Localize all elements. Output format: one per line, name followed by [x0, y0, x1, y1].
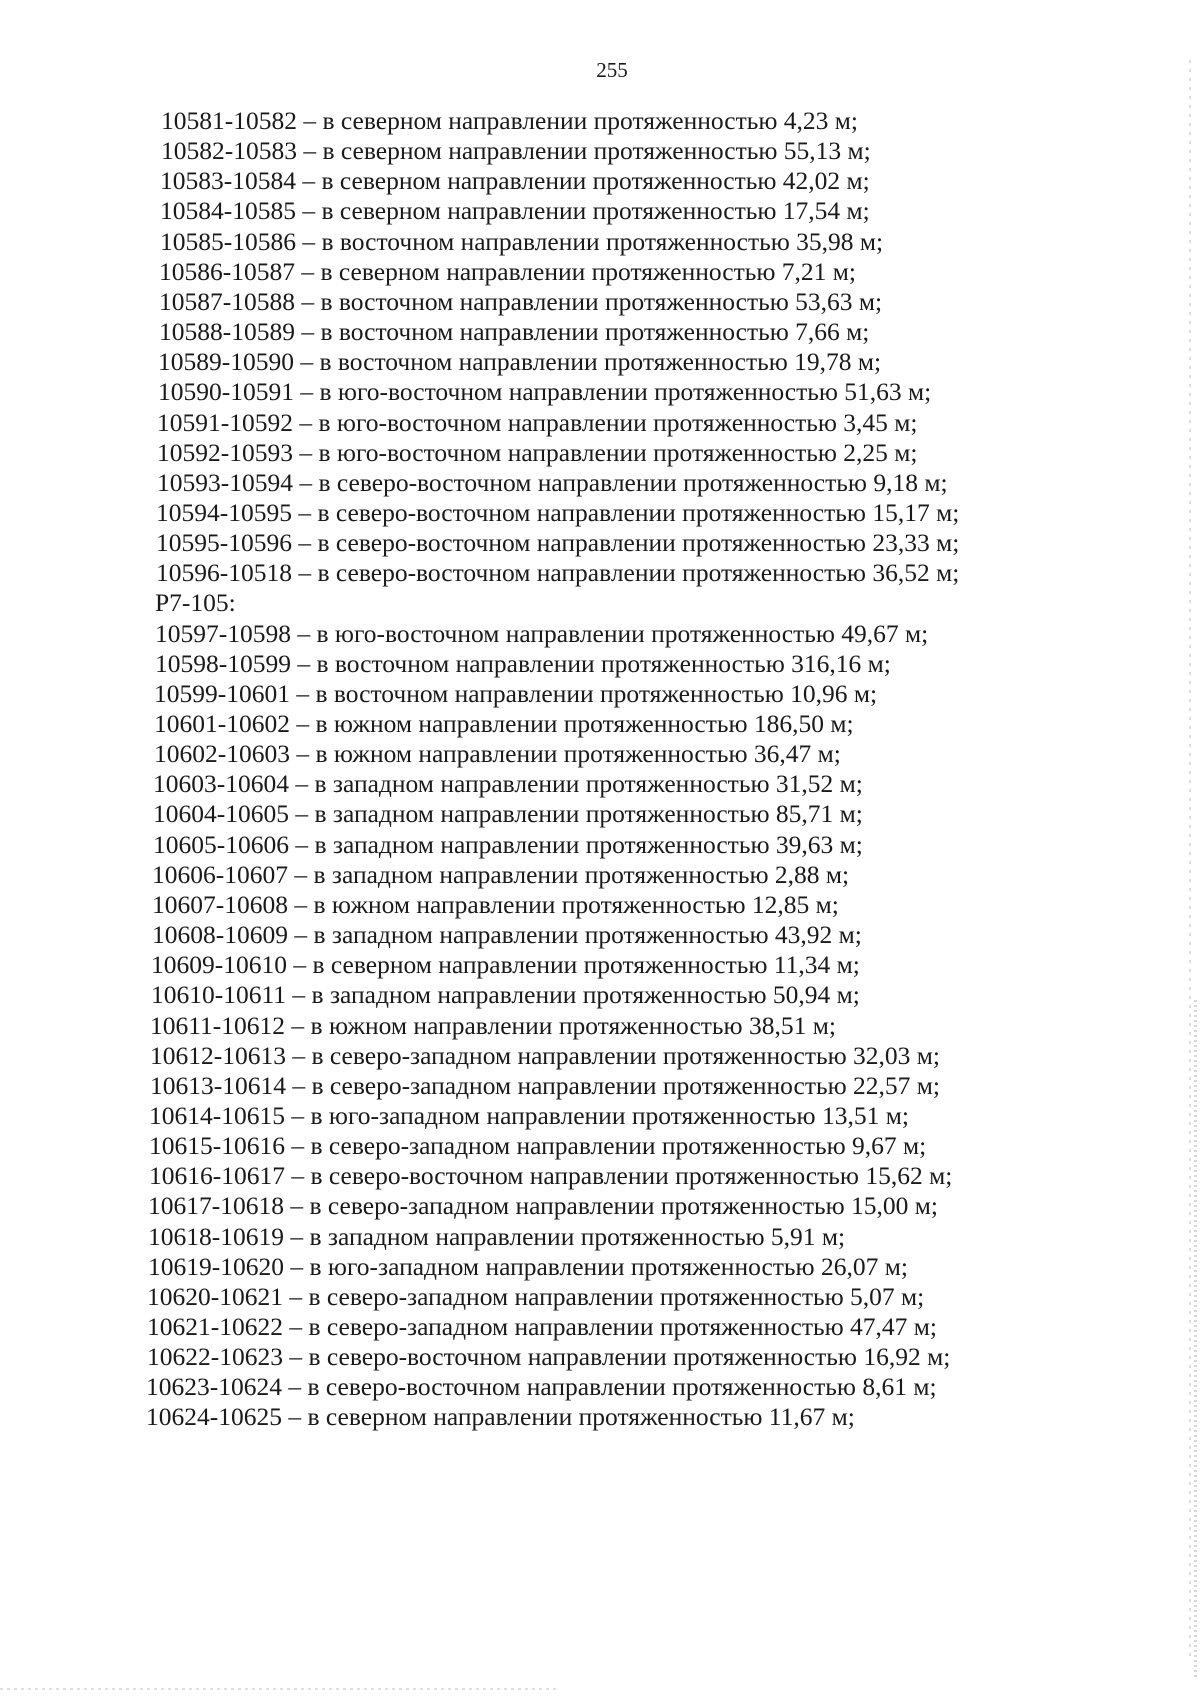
segment-line: 10620-10621 – в северо-западном направлении протяженностью 5,07 м;: [147, 1282, 925, 1311]
segment-line: 10607-10608 – в южном направлении протяженностью 12,85 м;: [152, 890, 839, 919]
segment-line: 10584-10585 – в северном направлении протяженностью 17,54 м;: [160, 196, 870, 225]
segment-line: 10592-10593 – в юго-восточном направлении протяженностью 2,25 м;: [157, 438, 918, 467]
segment-line: 10595-10596 – в северо-восточном направлении протяженностью 23,33 м;: [156, 528, 960, 557]
segment-line: 10587-10588 – в восточном направлении протяженностью 53,63 м;: [159, 287, 883, 316]
segment-line: 10606-10607 – в западном направлении протяженностью 2,88 м;: [152, 860, 850, 889]
segment-line: 10598-10599 – в восточном направлении протяженностью 316,16 м;: [155, 649, 891, 678]
segment-line: 10611-10612 – в южном направлении протяженностью 38,51 м;: [150, 1011, 836, 1040]
segment-line: 10619-10620 – в юго-западном направлении протяженностью 26,07 м;: [148, 1252, 908, 1281]
segment-line: 10599-10601 – в восточном направлении протяженностью 10,96 м;: [154, 679, 878, 708]
segment-line: 10593-10594 – в северо-восточном направлении протяженностью 9,18 м;: [157, 468, 948, 497]
segment-line: 10597-10598 – в юго-восточном направлении протяженностью 49,67 м;: [155, 619, 929, 648]
segment-line: 10612-10613 – в северо-западном направлении протяженностью 32,03 м;: [150, 1041, 940, 1070]
segment-line: 10622-10623 – в северо-восточном направлении протяженностью 16,92 м;: [147, 1342, 951, 1371]
segment-line: Р7-105:: [155, 588, 236, 617]
segment-line: 10585-10586 – в восточном направлении протяженностью 35,98 м;: [160, 227, 884, 256]
segment-line: 10601-10602 – в южном направлении протяженностью 186,50 м;: [154, 709, 854, 738]
segment-line: 10613-10614 – в северо-западном направлении протяженностью 22,57 м;: [150, 1071, 940, 1100]
segment-line: 10589-10590 – в восточном направлении протяженностью 19,78 м;: [158, 347, 882, 376]
scan-bottom-artifact: [0, 1688, 560, 1690]
segment-line: 10624-10625 – в северном направлении протяженностью 11,67 м;: [146, 1402, 855, 1431]
segment-line: 10582-10583 – в северном направлении протяженностью 55,13 м;: [161, 136, 871, 165]
segment-line: 10596-10518 – в северо-восточном направлении протяженностью 36,52 м;: [156, 558, 960, 587]
segment-line: 10602-10603 – в южном направлении протяженностью 36,47 м;: [154, 739, 841, 768]
segment-line: 10618-10619 – в западном направлении протяженностью 5,91 м;: [148, 1222, 846, 1251]
segment-line: 10623-10624 – в северо-восточном направлении протяженностью 8,61 м;: [146, 1372, 937, 1401]
page-number: 255: [596, 58, 628, 82]
segment-line: 10594-10595 – в северо-восточном направлении протяженностью 15,17 м;: [156, 498, 960, 527]
segment-line: 10610-10611 – в западном направлении протяженностью 50,94 м;: [151, 980, 860, 1009]
segment-line: 10608-10609 – в западном направлении протяженностью 43,92 м;: [152, 920, 862, 949]
segment-line: 10590-10591 – в юго-восточном направлении протяженностью 51,63 м;: [158, 377, 932, 406]
segment-line: 10603-10604 – в западном направлении протяженностью 31,52 м;: [153, 769, 863, 798]
scan-edge-artifact-lower: [1194, 1000, 1197, 1680]
segment-line: 10583-10584 – в северном направлении протяженностью 42,02 м;: [160, 166, 870, 195]
scan-edge-artifact: [1189, 60, 1191, 1660]
segment-line: 10616-10617 – в северо-восточном направлении протяженностью 15,62 м;: [149, 1161, 953, 1190]
segment-line: 10621-10622 – в северо-западном направлении протяженностью 47,47 м;: [147, 1312, 937, 1341]
segment-line: 10604-10605 – в западном направлении протяженностью 85,71 м;: [153, 799, 863, 828]
segment-line: 10591-10592 – в юго-восточном направлении протяженностью 3,45 м;: [157, 408, 918, 437]
segment-line: 10609-10610 – в северном направлении протяженностью 11,34 м;: [151, 950, 860, 979]
segment-line: 10617-10618 – в северо-западном направлении протяженностью 15,00 м;: [148, 1191, 938, 1220]
segment-line: 10581-10582 – в северном направлении протяженностью 4,23 м;: [161, 106, 859, 135]
segment-line: 10605-10606 – в западном направлении протяженностью 39,63 м;: [153, 830, 863, 859]
segment-line: 10588-10589 – в восточном направлении протяженностью 7,66 м;: [159, 317, 870, 346]
segment-line: 10586-10587 – в северном направлении протяженностью 7,21 м;: [159, 257, 857, 286]
segment-line: 10615-10616 – в северо-западном направлении протяженностью 9,67 м;: [149, 1131, 927, 1160]
segment-line: 10614-10615 – в юго-западном направлении протяженностью 13,51 м;: [149, 1101, 909, 1130]
